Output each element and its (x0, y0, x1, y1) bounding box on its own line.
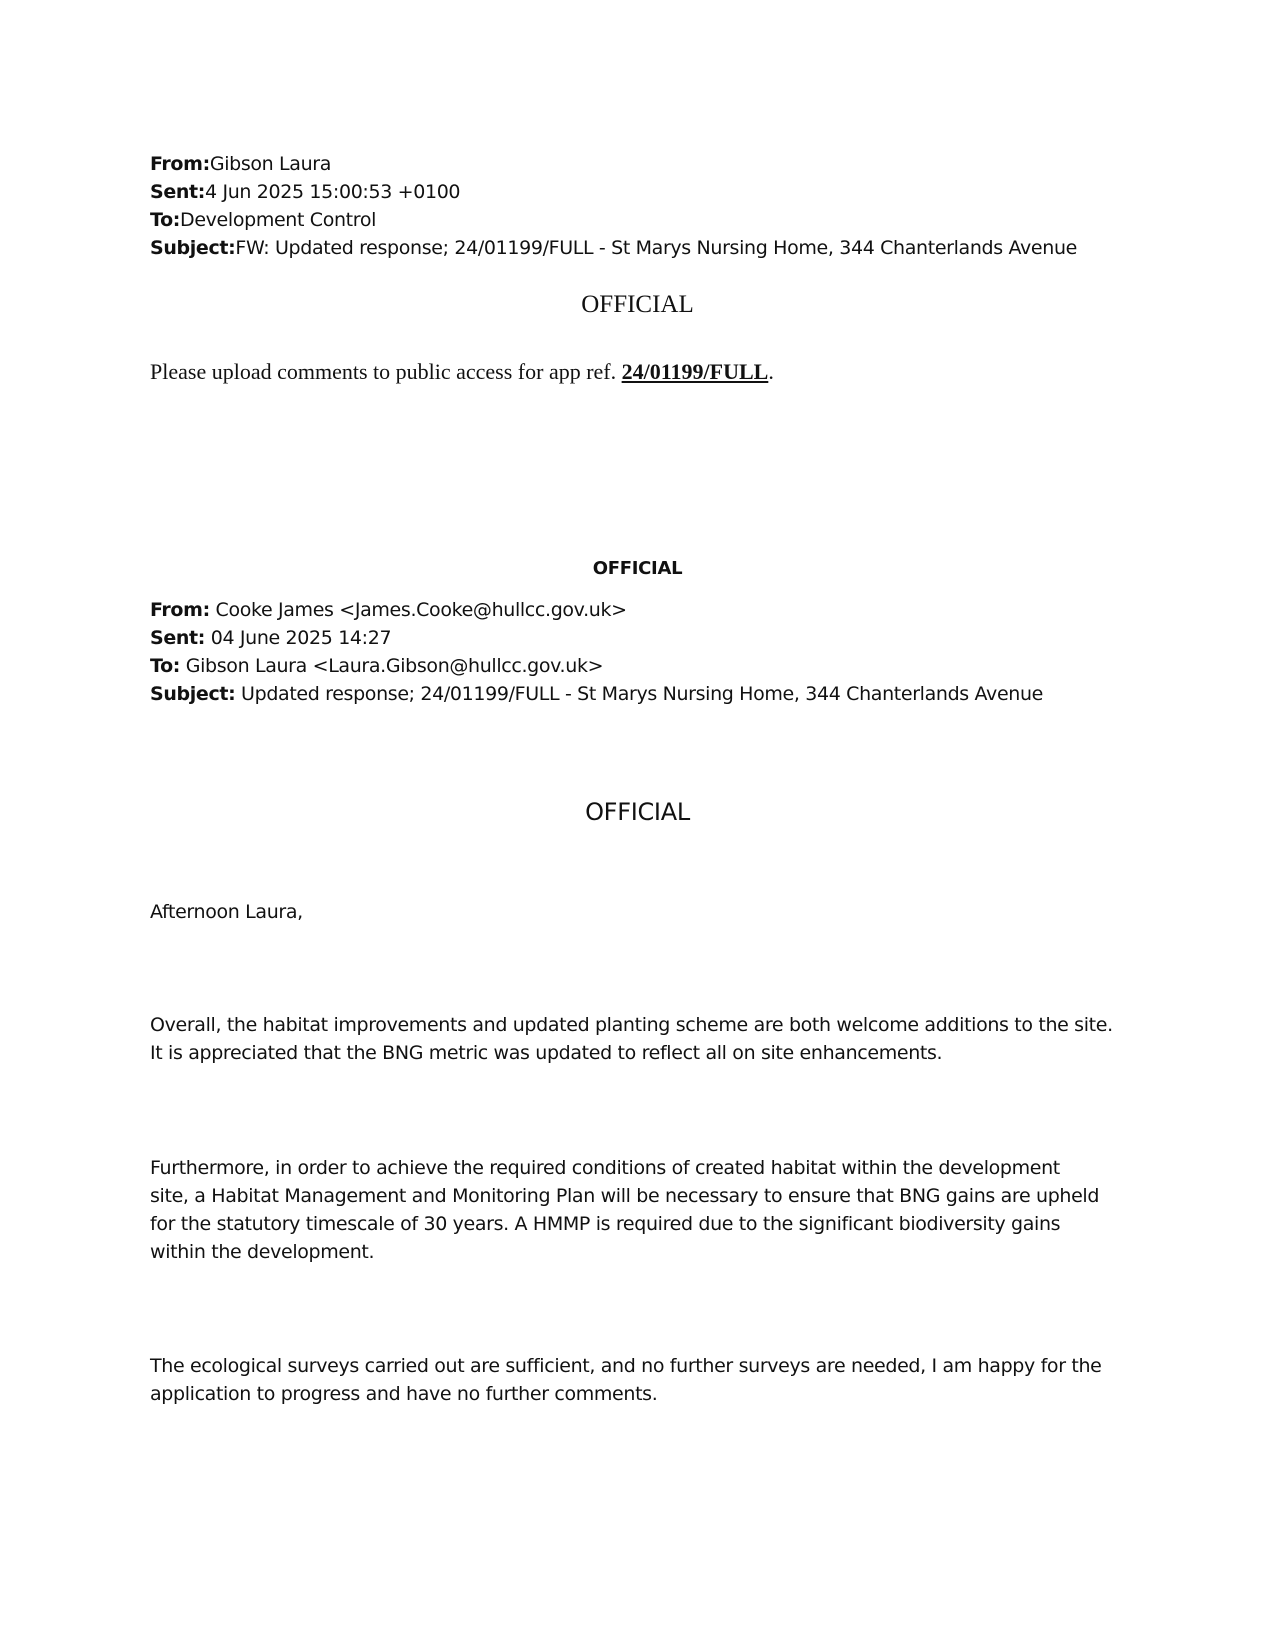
subject-row (150, 680, 1043, 708)
upload-instruction (150, 358, 774, 386)
sent-row (150, 624, 1043, 652)
to-value: Development Control (180, 209, 377, 231)
from-value: Cooke James <James.Cooke@hullcc.gov.uk> (209, 599, 627, 621)
paragraph-line: for the statutory timescale of 30 years. A HMMP is required due to the significant biodiversity gains (150, 1213, 1061, 1235)
to-value: Gibson Laura <Laura.Gibson@hullcc.gov.uk> (180, 655, 604, 677)
classification-marking-body: OFFICIAL (585, 798, 690, 826)
from-label: From: (150, 599, 210, 621)
application-reference-link[interactable]: 24/01199/FULL (621, 359, 769, 384)
upload-instruction-period: . (768, 359, 774, 384)
to-row (150, 206, 1077, 234)
from-row (150, 150, 1077, 178)
paragraph-line: Furthermore, in order to achieve the required conditions of created habitat within the development (150, 1157, 1060, 1179)
subject-label: Subject: (150, 683, 236, 705)
to-label: To: (150, 209, 181, 231)
paragraph-line: application to progress and have no further comments. (150, 1383, 658, 1405)
upload-instruction-text: Please upload comments to public access for app ref. (150, 359, 622, 384)
sent-value: 04 June 2025 14:27 (205, 627, 392, 649)
from-row (150, 596, 1043, 624)
greeting-text: Afternoon Laura, (150, 901, 303, 923)
subject-row (150, 234, 1077, 262)
sent-label: Sent: (150, 181, 206, 203)
to-label: To: (150, 655, 181, 677)
paragraph-line: within the development. (150, 1241, 375, 1263)
paragraph-line: It is appreciated that the BNG metric was updated to reflect all on site enhancements. (150, 1042, 943, 1064)
subject-value: Updated response; 24/01199/FULL - St Marys Nursing Home, 344 Chanterlands Avenue (235, 683, 1044, 705)
sent-row (150, 178, 1077, 206)
to-row (150, 652, 1043, 680)
paragraph-line: Overall, the habitat improvements and updated planting scheme are both welcome additions to the site. (150, 1014, 1113, 1036)
body-paragraph-3 (150, 1352, 1140, 1408)
paragraph-line: site, a Habitat Management and Monitoring Plan will be necessary to ensure that BNG gains are upheld (150, 1185, 1100, 1207)
classification-marking-top: OFFICIAL (581, 291, 694, 318)
forward-email-header (150, 150, 1077, 262)
subject-label: Subject: (150, 237, 236, 259)
paragraph-line: The ecological surveys carried out are sufficient, and no further surveys are needed, I am happy for the (150, 1355, 1102, 1377)
from-value: Gibson Laura (209, 153, 332, 175)
sent-label: Sent: (150, 627, 206, 649)
sent-value: 4 Jun 2025 15:00:53 +0100 (205, 181, 461, 203)
from-label: From: (150, 153, 210, 175)
body-paragraph-2 (150, 1154, 1140, 1266)
subject-value: FW: Updated response; 24/01199/FULL - St Marys Nursing Home, 344 Chanterlands Avenue (235, 237, 1077, 259)
classification-marking-mid: OFFICIAL (592, 558, 683, 579)
greeting (150, 898, 1140, 926)
original-email-header (150, 596, 1043, 708)
body-paragraph-1 (150, 1011, 1140, 1067)
